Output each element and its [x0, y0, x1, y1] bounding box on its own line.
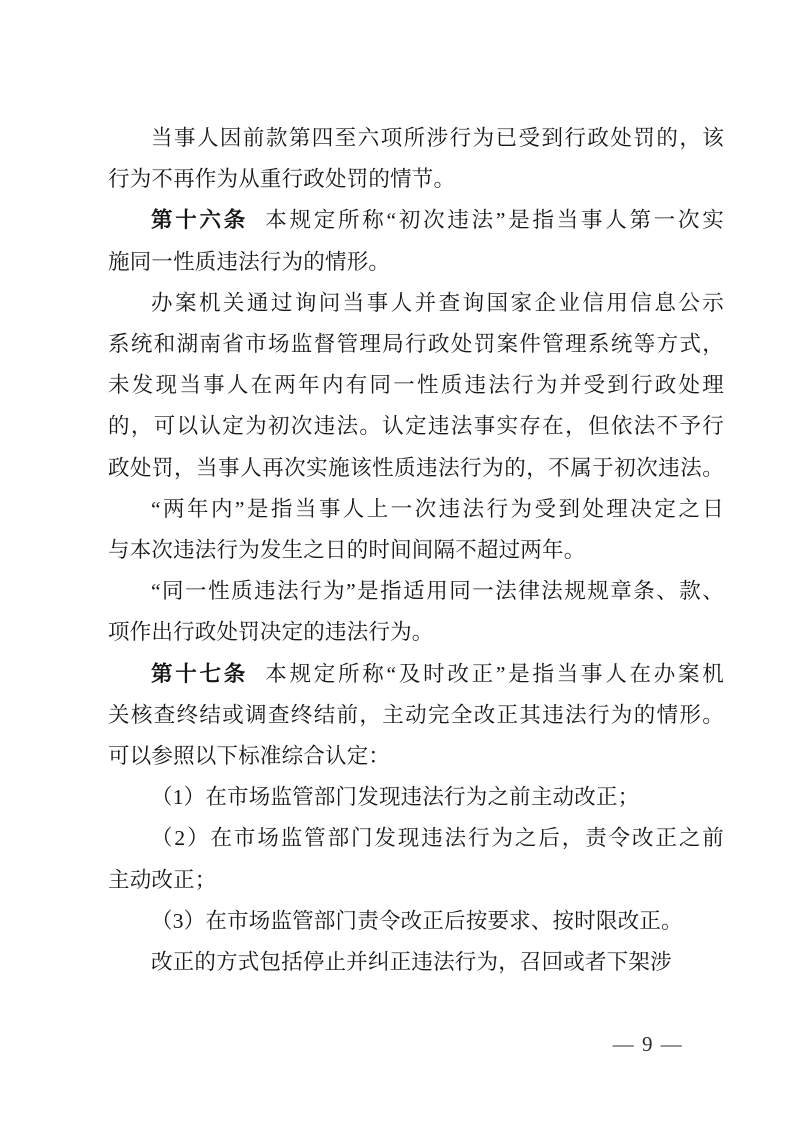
line-text: 系统和湖南省市场监督管理局行政处罚案件管理系统等方式，: [108, 332, 724, 357]
text-line: [108, 324, 724, 365]
line-text: “同一性质违法行为”是指适用同一法律法规规章条、款、: [151, 579, 724, 604]
line-text: 办案机关通过询问当事人并查询国家企业信用信息公示: [151, 290, 724, 315]
text-line: [108, 654, 724, 695]
line-text: 与本次违法行为发生之日的时间间隔不超过两年。: [108, 538, 586, 563]
paragraph: [108, 777, 724, 818]
line-text: 可以参照以下标准综合认定：: [108, 744, 391, 769]
paragraph: [108, 942, 724, 983]
line-text: 本规定所称“及时改正”是指当事人在办案机: [265, 661, 724, 686]
document-body: [108, 118, 724, 983]
text-line: [108, 406, 724, 447]
line-text: 未发现当事人在两年内有同一性质违法行为并受到行政处理: [108, 373, 724, 398]
paragraph: [108, 901, 724, 942]
line-text: 施同一性质违法行为的情形。: [108, 249, 391, 274]
text-line: [108, 860, 724, 901]
text-line: [108, 612, 724, 653]
text-line: [108, 818, 724, 859]
paragraph: [108, 118, 724, 200]
paragraph: [108, 654, 724, 778]
line-text: 本规定所称“初次违法”是指当事人第一次实: [265, 208, 724, 233]
page-footer: [591, 1030, 705, 1058]
line-text: 当事人因前款第四至六项所涉行为已受到行政处罚的，该: [151, 126, 724, 150]
line-text: （3）在市场监管部门责令改正后按要求、按时限改正。: [151, 908, 683, 933]
line-text: 政处罚，当事人再次实施该性质违法行为的，不属于初次违法。: [108, 455, 724, 480]
article-number: 第十六条: [151, 208, 249, 233]
line-text: 行为不再作为从重行政处罚的情节。: [108, 167, 456, 192]
text-line: [108, 942, 724, 983]
text-line: [108, 283, 724, 324]
line-text: “两年内”是指当事人上一次违法行为受到处理决定之日: [151, 496, 724, 521]
text-line: [108, 365, 724, 406]
text-line: [108, 118, 724, 159]
line-text: （2）在市场监管部门发现违法行为之后，责令改正之前: [151, 826, 724, 851]
text-line: [108, 530, 724, 571]
paragraph: [108, 283, 724, 489]
text-line: [108, 200, 724, 241]
text-line: [108, 695, 724, 736]
paragraph: [108, 489, 724, 571]
text-line: [108, 777, 724, 818]
text-line: [108, 159, 724, 200]
line-text: 关核查终结或调查终结前，主动完全改正其违法行为的情形。: [108, 702, 724, 727]
article-number: 第十七条: [151, 661, 249, 686]
text-line: [108, 901, 724, 942]
page-number: — 9 —: [612, 1032, 684, 1056]
line-text: （1）在市场监管部门发现违法行为之前主动改正；: [151, 785, 640, 810]
line-text: 主动改正；: [108, 867, 217, 892]
text-line: [108, 448, 724, 489]
text-line: [108, 736, 724, 777]
text-line: [108, 571, 724, 612]
line-text: 的，可以认定为初次违法。认定违法事实存在，但依法不予行: [108, 414, 724, 439]
paragraph: [108, 818, 724, 900]
paragraph: [108, 200, 724, 282]
line-text: 项作出行政处罚决定的违法行为。: [108, 620, 434, 645]
text-line: [108, 489, 724, 530]
paragraph: [108, 571, 724, 653]
text-line: [108, 242, 724, 283]
line-text: 改正的方式包括停止并纠正违法行为，召回或者下架涉: [151, 950, 672, 975]
